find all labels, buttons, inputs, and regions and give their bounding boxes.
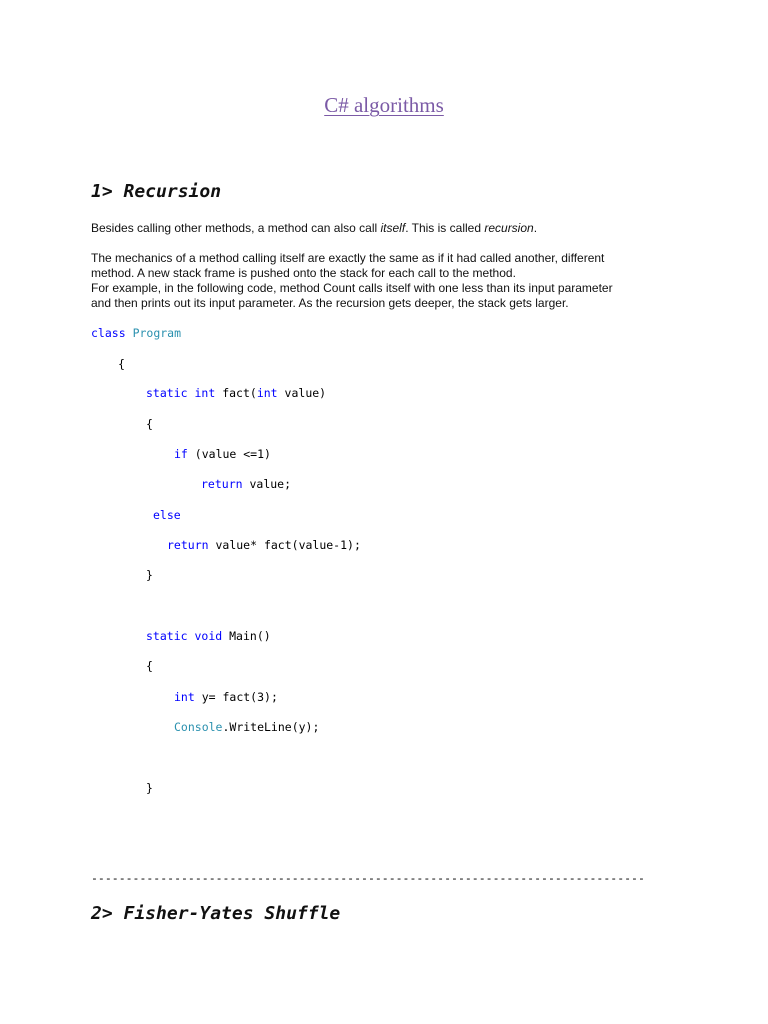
code-line-fact-close-brace: } [146,568,153,582]
code-line-else [153,508,181,522]
mechanics-line-2: method. A new stack frame is pushed onto the stack for each call to the method. [91,266,516,280]
code-keyword: if [174,447,188,461]
section-heading-fisher-yates: 2> Fisher-Yates Shuffle [91,903,341,924]
recursion-mechanics-paragraph [91,251,651,311]
mechanics-line-3: For example, in the following code, method Count calls itself with one less than its input parameter [91,281,613,295]
code-line-main-close-brace: } [146,781,153,795]
code-keyword: else [153,508,181,522]
code-line-int-y [174,690,278,704]
code-text: value; [249,477,292,491]
code-line-if [174,447,271,461]
mechanics-line-1: The mechanics of a method calling itself are exactly the same as if it had called another, different [91,251,605,265]
code-line-fact-open-brace: { [146,417,153,431]
code-text: value) [284,386,327,400]
code-keyword: class [91,326,126,340]
code-keyword: static [146,629,188,643]
code-text: .WriteLine(y); [222,720,320,734]
intro-italic-recursion: recursion [484,221,534,235]
code-text: Main() [229,629,271,643]
code-type: Console [174,720,223,734]
code-line-return-recursive [167,538,361,552]
code-keyword: int [174,690,195,704]
code-text: value* fact(value-1); [215,538,361,552]
recursion-intro-paragraph [91,221,651,236]
code-text: (value <=1) [194,447,271,461]
code-type: Program [132,326,182,340]
section-heading-recursion: 1> Recursion [91,181,222,202]
code-keyword: void [194,629,223,643]
code-keyword: static [146,386,188,400]
code-line-console-writeline [174,720,319,734]
mechanics-line-4: and then prints out its input parameter. As the recursion gets deeper, the stack gets larger. [91,296,569,310]
code-keyword: int [256,386,278,400]
code-line-fact-signature [146,386,326,400]
document-title: C# algorithms [324,93,444,117]
code-line-return-value [201,477,291,491]
intro-text-middle: . This is called [405,221,485,235]
code-line-main-signature [146,629,271,643]
code-line-class-open-brace: { [118,357,125,371]
code-text: fact( [222,386,257,400]
code-keyword: return [167,538,209,552]
code-text: y= fact(3); [201,690,278,704]
intro-text-start: Besides calling other methods, a method can also call [91,221,381,235]
section-divider: -------------------------------------------------------------------------------- [91,871,645,885]
intro-italic-itself: itself [380,221,406,235]
intro-text-end: . [533,221,538,235]
code-keyword: return [201,477,243,491]
code-keyword: int [194,386,216,400]
code-line-main-open-brace: { [146,659,153,673]
code-line-class [91,326,181,340]
